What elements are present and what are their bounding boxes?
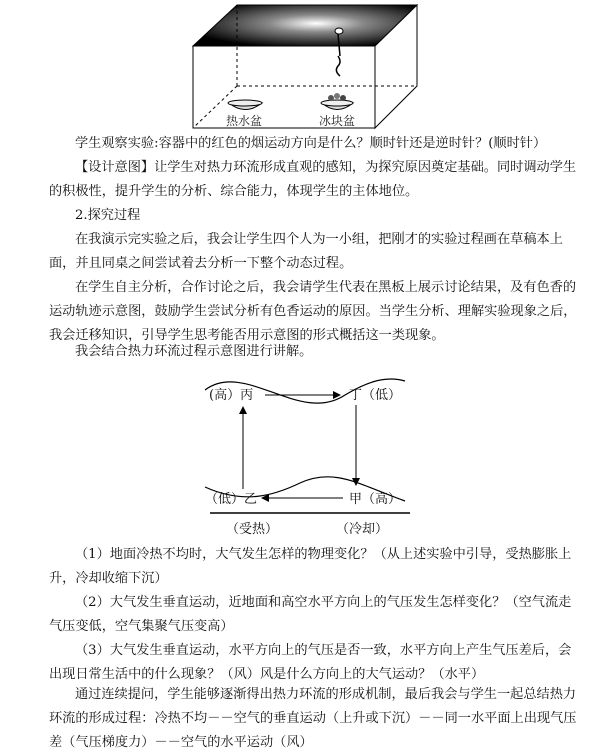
circulation-diagram bbox=[0, 365, 601, 545]
label-jia: 甲（高） bbox=[349, 492, 402, 507]
ice-dish-label: 冰块盆 bbox=[319, 114, 356, 128]
process-paragraph-1: 在我演示完实验之后，我会让学生四个人为一小组，把刚才的实验过程画在草稿本上面，并且同桌之间尝试着去分析一下整个动态过程。 bbox=[49, 232, 563, 271]
label-ding: 丁（低） bbox=[349, 388, 402, 403]
label-cooled: （冷却） bbox=[336, 522, 389, 537]
experiment-figure bbox=[0, 0, 601, 140]
design-intent-paragraph: 【设计意图】让学生对热力环流形成直观的感知，为探究原因奠定基础。同时调动学生的积极性，提升学生的分析、综合能力，体现学生的主体地位。 bbox=[49, 160, 577, 199]
diagram-intro: 我会结合热力环流过程示意图进行讲解。 bbox=[75, 344, 313, 359]
summary-paragraph: 通过连续提问，学生能够逐渐得出热力环流的形成机制，最后我会与学生一起总结热力环流的形成过程：冷热不均－－空气的垂直运动（上升或下沉）－－同一水平面上出现气压差（气压梯度力）－－空气的水平运动（风） bbox=[49, 687, 577, 750]
label-bing: (高）丙 bbox=[209, 388, 254, 403]
hot-water-dish-label: 热水盆 bbox=[226, 114, 263, 128]
label-heated: （受热） bbox=[226, 522, 279, 537]
observation-paragraph: 学生观察实验:容器中的红色的烟运动方向是什么？顺时针还是逆时针？(顺时针） bbox=[75, 136, 547, 151]
question-3: （3）大气发生垂直运动，水平方向上的气压是否一致，水平方向上产生气压差后，会出现日常生活中的什么现象？（风）风是什么方向上的大气运动？（水平） bbox=[49, 643, 572, 682]
top-hole bbox=[335, 28, 343, 34]
label-yi: （低）乙 bbox=[205, 492, 258, 507]
question-1: （1）地面冷热不均时，大气发生怎样的物理变化？（从上述实验中引导，受热膨胀上升，冷却收缩下沉） bbox=[49, 547, 572, 586]
section-heading: 2.探究过程 bbox=[75, 208, 141, 223]
question-2: （2）大气发生垂直运动，近地面和高空水平方向上的气压发生怎样变化？（空气流走气压变低，空气集聚气压变高） bbox=[49, 595, 572, 634]
process-paragraph-2: 在学生自主分析，合作讨论之后，我会请学生代表在黑板上展示讨论结果，及有色香的运动轨迹示意图，鼓励学生尝试分析有色香运动的原因。当学生分析、理解实验现象之后，我会迁移知识，引导学生思考能否用示意图的形式概括这一类现象。 bbox=[49, 280, 577, 343]
